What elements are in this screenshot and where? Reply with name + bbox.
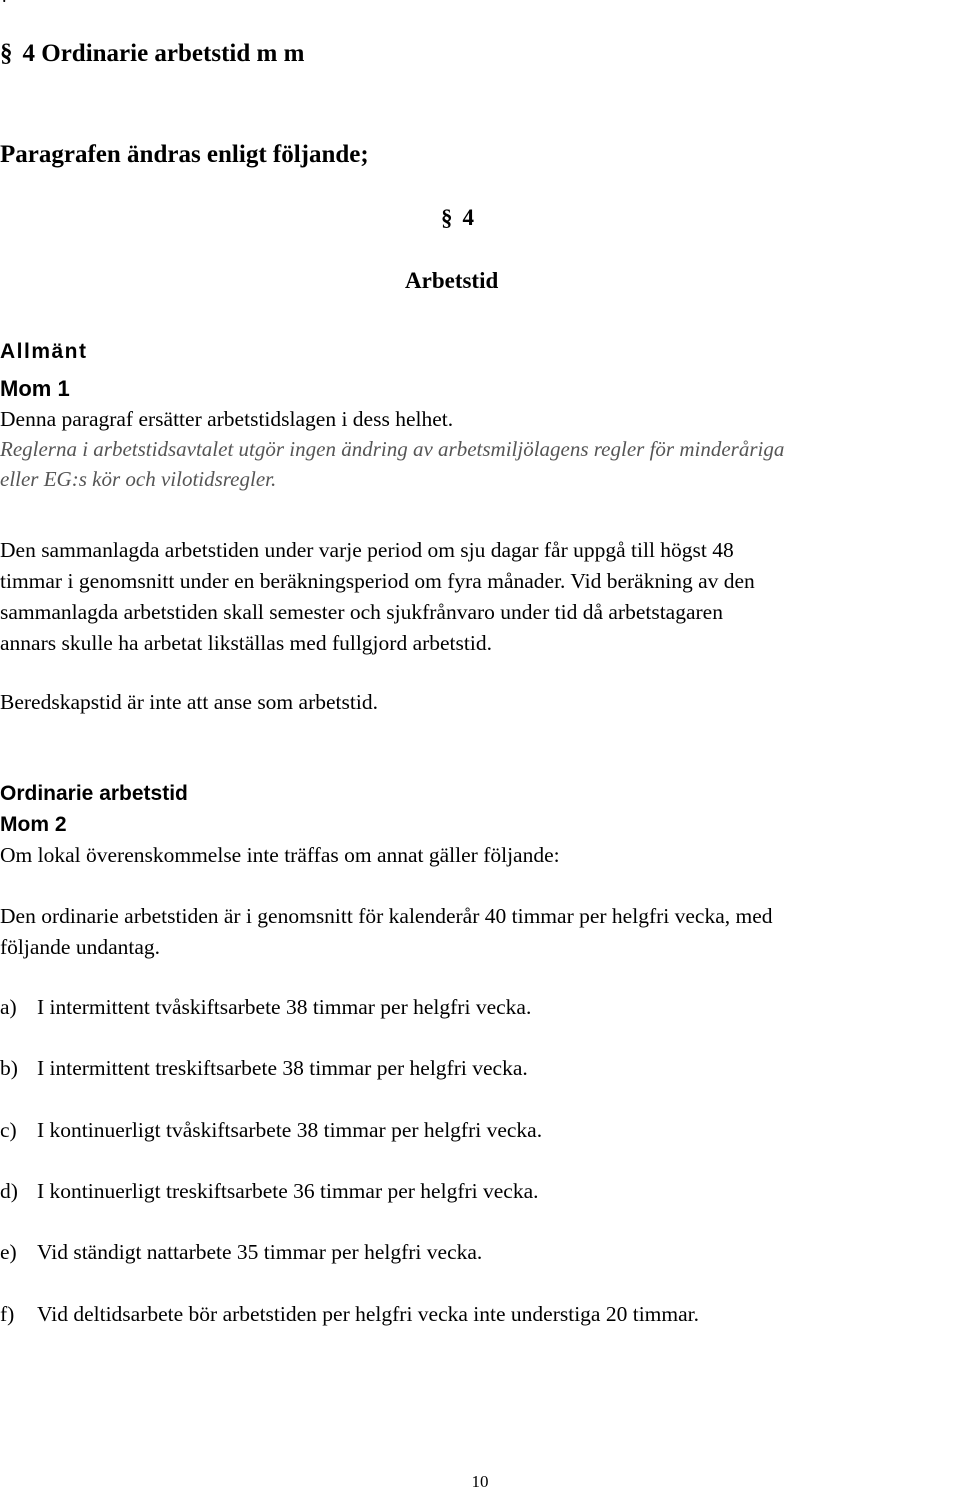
list-marker: b) — [0, 1056, 18, 1080]
list-text: Vid deltidsarbete bör arbetstiden per helgfri vecka inte understiga 20 timmar. — [37, 1302, 700, 1326]
standby-statement: Beredskapstid är inte att anse som arbetstid. — [0, 690, 378, 714]
general-label: Allmänt — [0, 340, 88, 363]
ordinary-paragraph — [0, 901, 773, 963]
paragraph-line: timmar i genomsnitt under en beräkningsperiod om fyra månader. Vid beräkning av den — [0, 569, 755, 593]
section-number — [441, 205, 474, 231]
list-text: I intermittent tvåskiftsarbete 38 timmar per helgfri vecka. — [37, 995, 532, 1019]
general-line-3: eller EG:s kör och vilotidsregler. — [0, 467, 277, 491]
list-item — [0, 1056, 528, 1081]
list-text: I kontinuerligt tvåskiftsarbete 38 timmar per helgfri vecka. — [37, 1118, 543, 1142]
mom2-label: Mom 2 — [0, 813, 67, 836]
list-item — [0, 1118, 542, 1143]
list-marker: d) — [0, 1179, 18, 1203]
paragraph-line: följande undantag. — [0, 935, 161, 959]
list-marker: a) — [0, 995, 17, 1019]
ordinary-label: Ordinarie arbetstid — [0, 782, 188, 805]
general-paragraph — [0, 535, 755, 659]
section-symbol: § — [0, 40, 13, 67]
ordinary-intro: Om lokal överenskommelse inte träffas om annat gäller följande: — [0, 843, 560, 867]
list-marker: e) — [0, 1240, 17, 1264]
paragraph-line: sammanlagda arbetstiden skall semester och sjukfrånvaro under tid då arbetstagaren — [0, 600, 723, 624]
list-marker: f) — [0, 1302, 15, 1326]
general-line-1: Denna paragraf ersätter arbetstidslagen i dess helhet. — [0, 407, 454, 431]
list-item — [0, 995, 531, 1020]
paragraph-line: Den ordinarie arbetstiden är i genomsnitt för kalenderår 40 timmar per helgfri vecka, med — [0, 904, 773, 928]
section-number-value: 4 — [462, 205, 474, 230]
page-heading-text: 4 Ordinarie arbetstid m m — [22, 40, 305, 67]
page-number: 10 — [471, 1472, 489, 1491]
list-text: I kontinuerligt treskiftsarbete 36 timmar per helgfri vecka. — [37, 1179, 539, 1203]
list-item — [0, 1179, 539, 1204]
page-heading — [0, 40, 304, 68]
stray-mark — [2, 0, 7, 7]
list-item — [0, 1240, 482, 1265]
paragraph-line: annars skulle ha arbetat likställas med fullgjord arbetstid. — [0, 631, 492, 655]
list-item — [0, 1302, 699, 1327]
mom1-label: Mom 1 — [0, 376, 70, 401]
list-marker: c) — [0, 1118, 17, 1142]
list-text: Vid ständigt nattarbete 35 timmar per helgfri vecka. — [37, 1240, 483, 1264]
list-text: I intermittent treskiftsarbete 38 timmar per helgfri vecka. — [37, 1056, 528, 1080]
section-title: Arbetstid — [405, 268, 499, 293]
paragraph-line: Den sammanlagda arbetstiden under varje period om sju dagar får uppgå till högst 48 — [0, 538, 734, 562]
general-line-2: Reglerna i arbetstidsavtalet utgör ingen ändring av arbetsmiljölagens regler för minderåriga — [0, 437, 785, 461]
subheading: Paragrafen ändras enligt följande; — [0, 141, 369, 168]
section-symbol: § — [441, 205, 453, 230]
